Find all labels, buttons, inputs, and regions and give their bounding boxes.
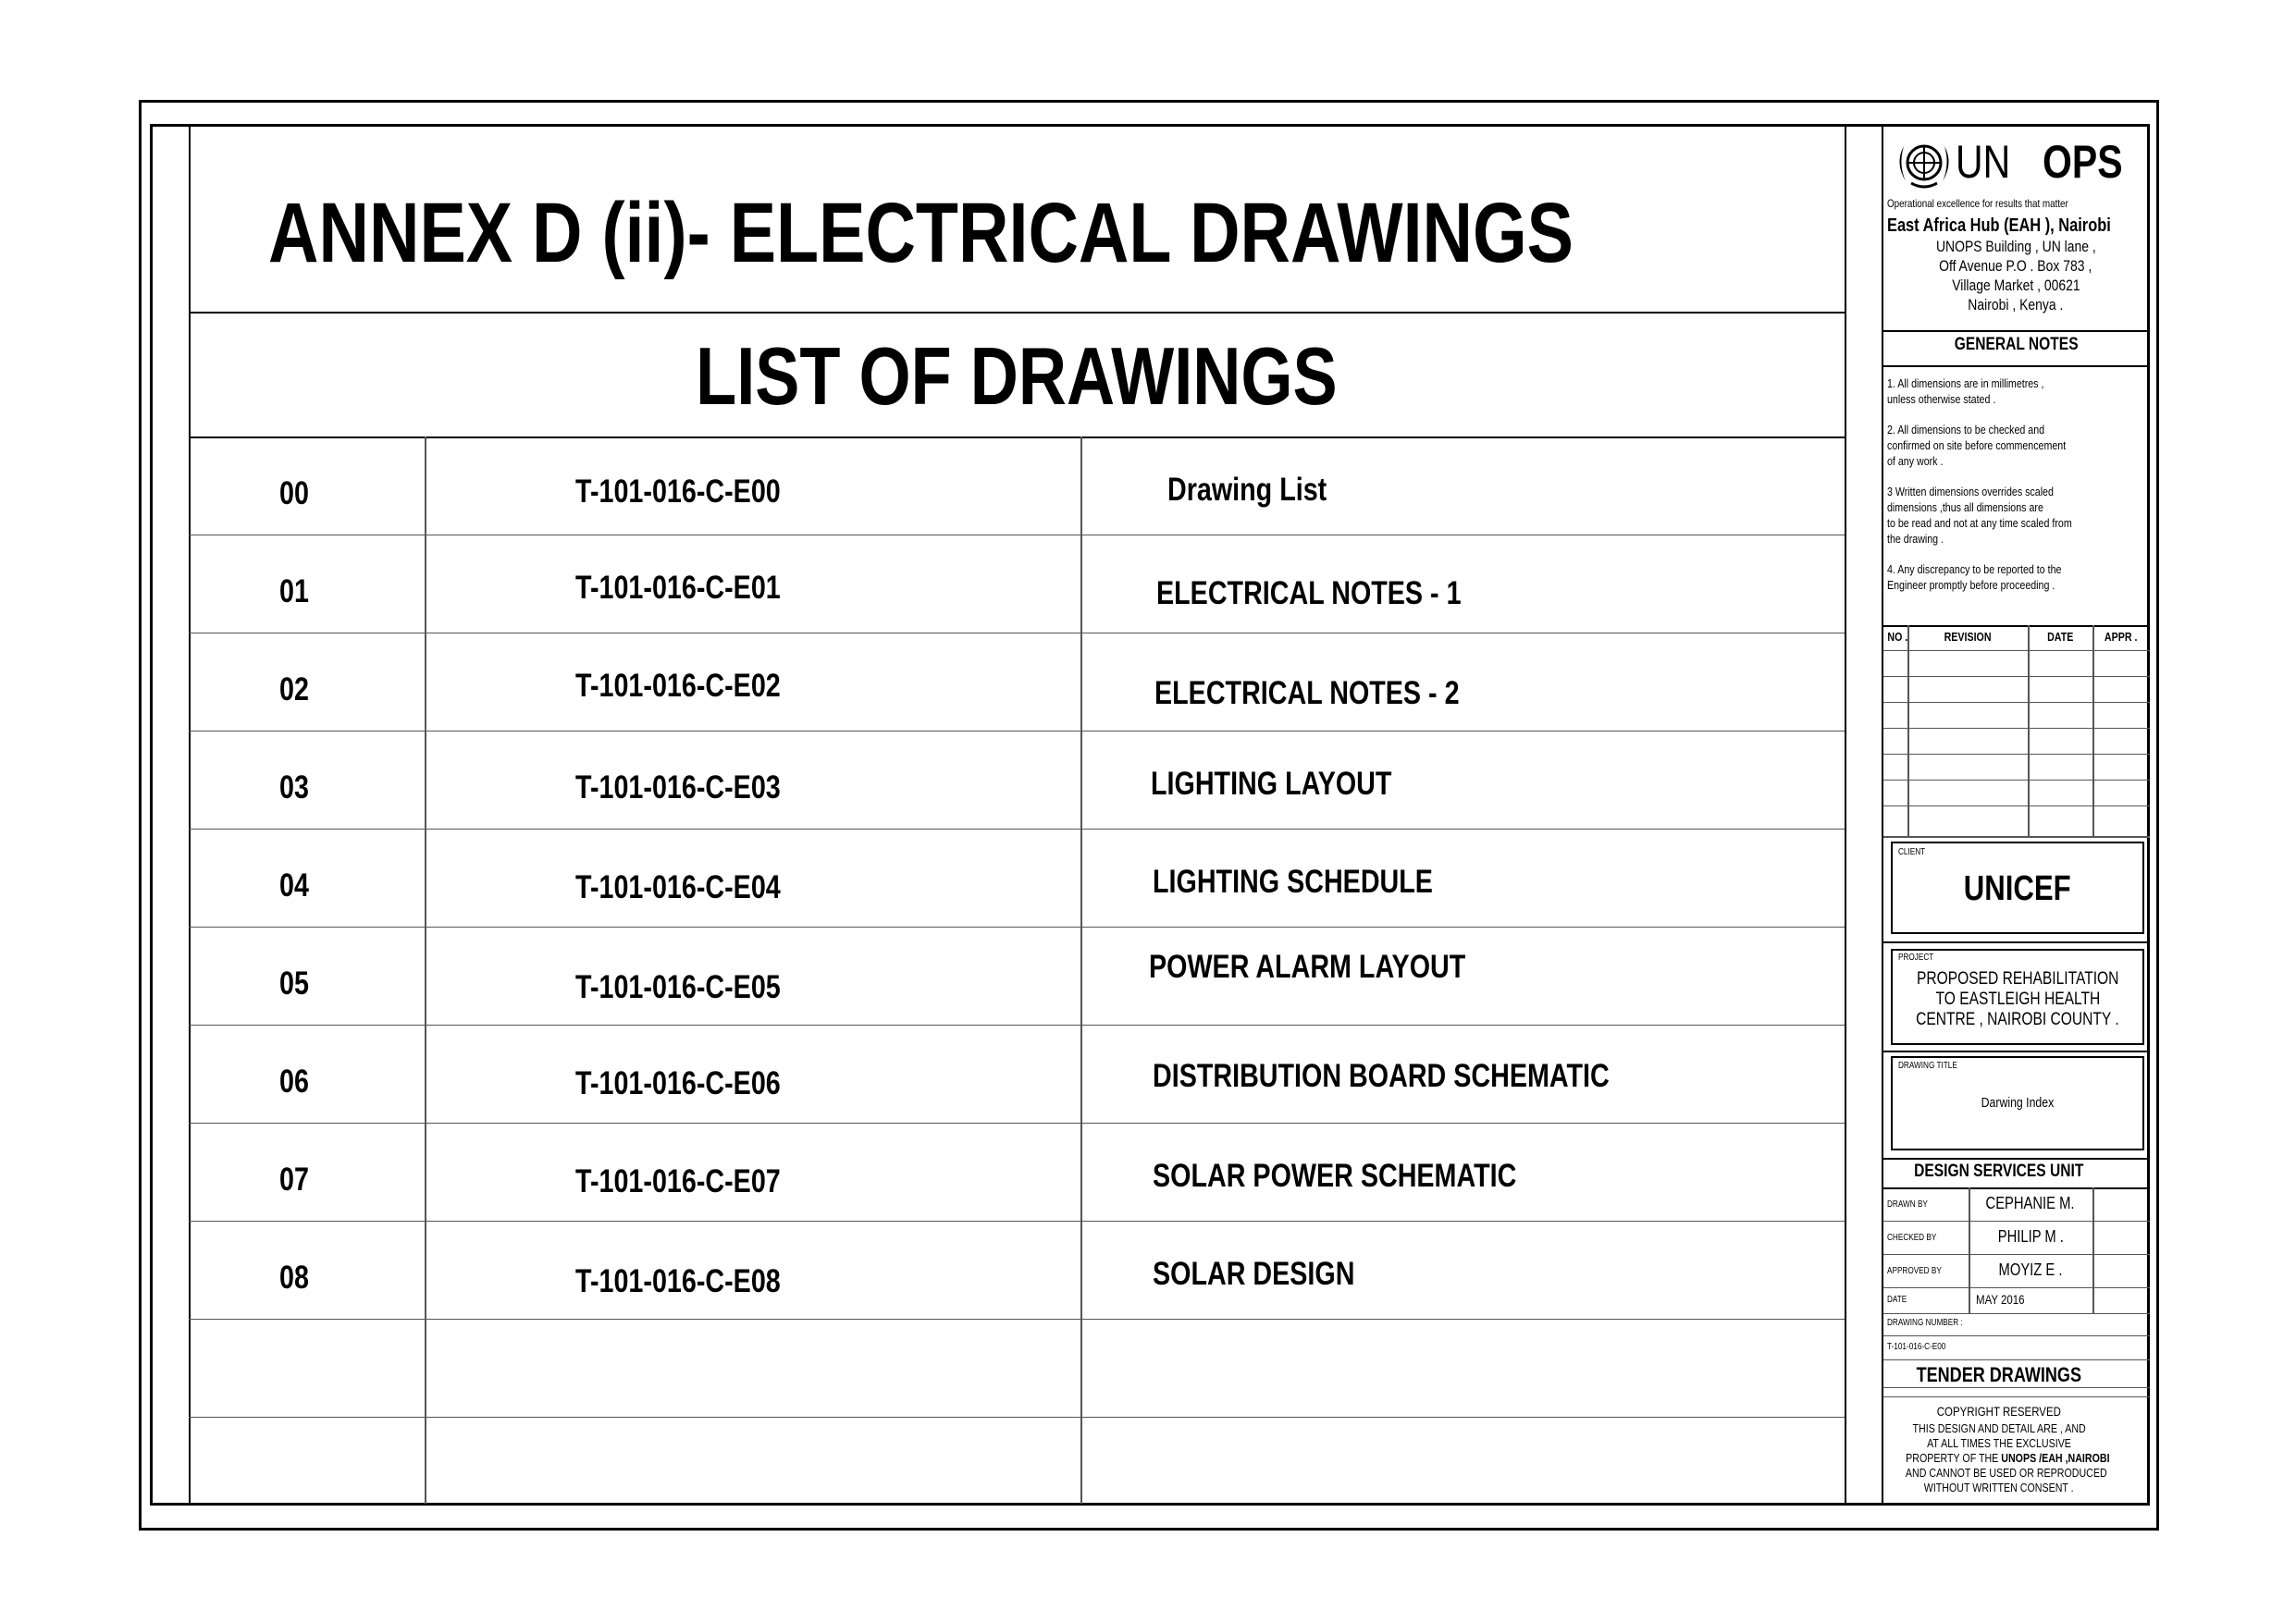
drawing-title-text: ELECTRICAL NOTES - 1 xyxy=(1156,575,1462,611)
table-col-line-1 xyxy=(425,436,426,1504)
note-line xyxy=(1887,391,2150,407)
signoff-row-line xyxy=(1883,1254,2150,1255)
drawing-title-cell xyxy=(1153,1256,1399,1293)
rev-row-line xyxy=(1883,805,2150,806)
rev-row-line xyxy=(1883,728,2150,729)
signoff-value xyxy=(1969,1194,2092,1213)
rev-header-date xyxy=(2028,630,2092,644)
drawing-title-cell xyxy=(1151,766,1445,803)
general-note xyxy=(1887,375,2150,407)
drawing-title-text: SOLAR DESIGN xyxy=(1153,1256,1355,1292)
signoff-row-line xyxy=(1883,1313,2150,1314)
drawing-code-text: T-101-016-C-E02 xyxy=(575,668,781,704)
address-line-text: UNOPS Building , UN lane , xyxy=(1935,238,2096,255)
rev-row-line xyxy=(1883,676,2150,677)
drawing-number xyxy=(279,573,315,610)
tender-bottom-line-2 xyxy=(1883,1396,2150,1397)
title-divider xyxy=(189,312,1845,314)
drawing-title-text: POWER ALARM LAYOUT xyxy=(1149,949,1466,985)
logo-un-text: UN xyxy=(1956,136,2011,188)
note-line xyxy=(1887,484,2150,499)
project-line-text: PROPOSED REHABILITATION xyxy=(1916,969,2119,989)
drawing-code xyxy=(575,668,825,705)
drawing-title-label: DRAWING TITLE xyxy=(1898,1061,1957,1071)
date-value xyxy=(1976,1292,2035,1307)
note-line xyxy=(1887,437,2150,453)
note-line xyxy=(1887,422,2150,437)
rev-row-line xyxy=(1883,836,2150,838)
copyright-line xyxy=(1883,1436,2115,1451)
note-line xyxy=(1887,531,2150,547)
drawing-title-cell xyxy=(1149,949,1535,986)
list-heading: LIST OF DRAWINGS xyxy=(696,330,1338,422)
copyright-line-text: AT ALL TIMES THE EXCLUSIVE xyxy=(1927,1436,2071,1450)
drawing-number xyxy=(279,475,315,512)
design-unit: DESIGN SERVICES UNIT xyxy=(1914,1162,2084,1181)
general-note xyxy=(1887,422,2150,469)
drawing-number xyxy=(279,1260,315,1297)
table-row-line xyxy=(189,829,1845,830)
drawing-number-label xyxy=(1887,1318,1980,1328)
rev-col-line xyxy=(1907,625,1909,836)
drawing-code xyxy=(575,769,825,806)
project-line xyxy=(1891,969,2144,990)
signoff-row-line xyxy=(1883,1287,2150,1288)
drawing-number-text: 06 xyxy=(279,1064,309,1100)
drawing-title-cell xyxy=(1156,575,1528,612)
copyright-property-text: PROPERTY OF THE xyxy=(1906,1451,1999,1465)
drawing-number-label-text: DRAWING NUMBER : xyxy=(1887,1318,1963,1328)
address-line xyxy=(1883,237,2148,256)
rev-header-text: DATE xyxy=(2046,630,2074,644)
project-line-text: TO EASTLEIGH HEALTH xyxy=(1935,990,2100,1009)
table-row-line xyxy=(189,1025,1845,1026)
drawing-number-text: 05 xyxy=(279,965,309,1002)
drawing-code xyxy=(575,570,825,607)
date-label-text: DATE xyxy=(1887,1295,1907,1305)
drawing-title-text: SOLAR POWER SCHEMATIC xyxy=(1153,1158,1517,1194)
note-line-text: 1. All dimensions are in millimetres , xyxy=(1887,376,2044,390)
drawing-number xyxy=(279,1064,315,1100)
page-title: ANNEX D (ii)- ELECTRICAL DRAWINGS xyxy=(268,186,1574,280)
drawing-code-text: T-101-016-C-E01 xyxy=(575,570,781,606)
tb-line-4 xyxy=(1883,1051,2150,1052)
copyright-line-text: AND CANNOT BE USED OR REPRODUCED xyxy=(1905,1466,2107,1480)
tb-line-5 xyxy=(1883,1158,2150,1160)
note-line-text: 4. Any discrepancy to be reported to the xyxy=(1887,562,2062,576)
signoff-label-text: DRAWN BY xyxy=(1887,1199,1928,1210)
note-line-text: 3 Written dimensions overrides scaled xyxy=(1887,485,2054,498)
note-line-text: confirmed on site before commencement xyxy=(1887,438,2067,452)
copyright-line xyxy=(1883,1421,2115,1436)
drawing-number-text: 00 xyxy=(279,475,309,511)
signoff-top xyxy=(1883,1187,2150,1189)
general-notes-heading: GENERAL NOTES xyxy=(1955,335,2079,354)
signoff-row-line xyxy=(1883,1359,2150,1360)
drawing-title-text: LIGHTING LAYOUT xyxy=(1151,766,1392,802)
tb-line-3 xyxy=(1883,941,2150,943)
date-value-text: MAY 2016 xyxy=(1976,1292,2025,1307)
copyright-heading: COPYRIGHT RESERVED xyxy=(1936,1404,2062,1419)
address-line xyxy=(1883,295,2148,314)
note-line xyxy=(1887,453,2150,469)
drawing-code-text: T-101-016-C-E03 xyxy=(575,769,781,805)
rev-header-no xyxy=(1885,630,1907,644)
rev-row-line xyxy=(1883,650,2150,651)
drawing-code xyxy=(575,969,825,1006)
tb-line-1 xyxy=(1883,330,2150,332)
drawing-code-text: T-101-016-C-E07 xyxy=(575,1163,781,1199)
drawing-code-text: T-101-016-C-E04 xyxy=(575,869,781,905)
project-line-text: CENTRE , NAIROBI COUNTY . xyxy=(1916,1010,2119,1029)
drawing-number-text: 03 xyxy=(279,769,309,805)
drawing-title-text: LIGHTING SCHEDULE xyxy=(1153,864,1433,900)
tender-label: TENDER DRAWINGS xyxy=(1916,1363,2082,1386)
drawing-code-text: T-101-016-C-E06 xyxy=(575,1065,781,1101)
general-note xyxy=(1887,561,2150,593)
drawing-number-value-text: T-101-016-C-E00 xyxy=(1887,1342,1946,1352)
signoff-value-text: MOYIZ E . xyxy=(1998,1260,2063,1279)
copyright-line xyxy=(1883,1466,2115,1481)
project-line xyxy=(1891,1010,2144,1030)
drawing-number-value xyxy=(1887,1342,1958,1352)
drawing-code xyxy=(575,473,825,510)
date-label xyxy=(1887,1295,1911,1305)
drawing-code xyxy=(575,1263,825,1300)
table-col-line-2 xyxy=(1080,436,1082,1504)
drawing-code xyxy=(575,1163,825,1200)
drawing-code xyxy=(575,869,825,906)
note-line-text: of any work . xyxy=(1887,454,1944,468)
drawing-title-text: ELECTRICAL NOTES - 2 xyxy=(1154,675,1460,711)
drawing-number xyxy=(279,867,315,904)
signoff-value xyxy=(1969,1227,2092,1247)
main-titleblock-divider xyxy=(1845,126,1846,1504)
signoff-label-text: CHECKED BY xyxy=(1887,1233,1937,1243)
drawing-title-text: DISTRIBUTION BOARD SCHEMATIC xyxy=(1153,1058,1610,1094)
drawing-code-text: T-101-016-C-E08 xyxy=(575,1263,781,1299)
note-line xyxy=(1887,499,2150,515)
titleblock-left-line xyxy=(1882,126,1883,1504)
note-line-text: dimensions ,thus all dimensions are xyxy=(1887,500,2043,514)
copyright-text xyxy=(1883,1421,2115,1495)
tb-line-2 xyxy=(1883,365,2150,367)
copyright-line-text: WITHOUT WRITTEN CONSENT . xyxy=(1924,1481,2074,1494)
org-address xyxy=(1883,237,2148,314)
client-name: UNICEF xyxy=(1963,869,2071,908)
rev-header-text: REVISION xyxy=(1944,630,1992,644)
drawing-number-text: 08 xyxy=(279,1260,309,1296)
rev-header-text: APPR . xyxy=(2105,630,2138,644)
drawing-title-cell xyxy=(1153,1058,1710,1095)
drawing-number-text: 02 xyxy=(279,671,309,707)
rev-row-line xyxy=(1883,754,2150,755)
general-note xyxy=(1887,484,2150,547)
drawing-number-text: 04 xyxy=(279,867,309,904)
copyright-property-line xyxy=(1906,1451,2109,1466)
note-line-text: Engineer promptly before proceeding . xyxy=(1887,578,2055,592)
drawing-title-cell xyxy=(1153,1158,1597,1195)
copyright-line xyxy=(1883,1451,2115,1466)
address-line-text: Off Avenue P.O . Box 783 , xyxy=(1939,257,2092,275)
drawing-number xyxy=(279,769,315,806)
address-line xyxy=(1883,256,2148,276)
table-row-line xyxy=(189,1123,1845,1124)
rev-top-line xyxy=(1883,625,2150,627)
table-row-line xyxy=(189,1417,1845,1418)
project-label: PROJECT xyxy=(1898,953,1934,963)
drawing-title-cell xyxy=(1154,675,1526,712)
note-line-text: the drawing . xyxy=(1887,532,1944,546)
table-row-line xyxy=(189,927,1845,928)
client-label: CLIENT xyxy=(1898,847,1926,857)
note-line-text: unless otherwise stated . xyxy=(1887,392,1996,406)
note-line xyxy=(1887,515,2150,531)
table-row-line xyxy=(189,1319,1845,1320)
rev-row-line xyxy=(1883,780,2150,781)
rev-col-line xyxy=(2028,625,2030,836)
address-line xyxy=(1883,276,2148,295)
rev-header-appr xyxy=(2092,630,2150,644)
signoff-value-text: PHILIP M . xyxy=(1997,1227,2064,1246)
org-name: East Africa Hub (EAH ), Nairobi xyxy=(1887,215,2111,236)
drawing-title-cell xyxy=(1153,864,1494,901)
drawing-code xyxy=(575,1065,825,1102)
general-notes xyxy=(1887,375,2150,608)
note-line xyxy=(1887,561,2150,577)
table-row-line xyxy=(189,1221,1845,1222)
note-line xyxy=(1887,577,2150,593)
address-line-text: Nairobi , Kenya . xyxy=(1968,296,2064,314)
copyright-line-text: THIS DESIGN AND DETAIL ARE , AND xyxy=(1912,1421,2086,1435)
subtitle-divider xyxy=(189,436,1845,438)
signoff-row-line xyxy=(1883,1335,2150,1336)
drawing-code-text: T-101-016-C-E00 xyxy=(575,473,781,510)
logo-tagline: Operational excellence for results that matter xyxy=(1887,197,2068,210)
signoff-label xyxy=(1887,1266,1954,1276)
drawing-number xyxy=(279,1162,315,1199)
note-line-text: to be read and not at any time scaled from xyxy=(1887,516,2072,530)
rev-header-revision xyxy=(1907,630,2028,644)
address-line-text: Village Market , 00621 xyxy=(1951,277,2080,294)
drawing-number-text: 01 xyxy=(279,573,309,609)
logo-ops-text: OPS xyxy=(2043,136,2123,188)
drawing-number xyxy=(279,965,315,1002)
drawing-title-text: Drawing List xyxy=(1167,472,1327,508)
copyright-property-owner: UNOPS /EAH ,NAIROBI xyxy=(2001,1451,2110,1465)
signoff-label xyxy=(1887,1199,1937,1210)
un-emblem-icon xyxy=(1891,139,1957,191)
signoff-col-line-2 xyxy=(2092,1187,2094,1313)
project-name xyxy=(1891,969,2144,1030)
drawing-number-text: 07 xyxy=(279,1162,309,1198)
copyright-line xyxy=(1883,1481,2115,1495)
rev-row-line xyxy=(1883,702,2150,703)
drawing-code-text: T-101-016-C-E05 xyxy=(575,969,781,1005)
note-line xyxy=(1887,375,2150,391)
drawing-number xyxy=(279,671,315,708)
drawing-title-cell xyxy=(1167,472,1362,509)
rev-header-text: NO . xyxy=(1887,630,1908,644)
signoff-row-line xyxy=(1883,1221,2150,1222)
rev-col-line xyxy=(2092,625,2094,836)
signoff-value-text: CEPHANIE M. xyxy=(1986,1194,2075,1212)
signoff-label-text: APPROVED BY xyxy=(1887,1266,1942,1276)
note-line-text: 2. All dimensions to be checked and xyxy=(1887,423,2045,436)
drawing-title: Darwing Index xyxy=(1981,1095,2055,1111)
tender-bottom-line xyxy=(1883,1387,2150,1388)
signoff-label xyxy=(1887,1233,1947,1243)
signoff-value xyxy=(1969,1260,2092,1280)
project-line xyxy=(1891,990,2144,1010)
table-row-line xyxy=(189,731,1845,732)
